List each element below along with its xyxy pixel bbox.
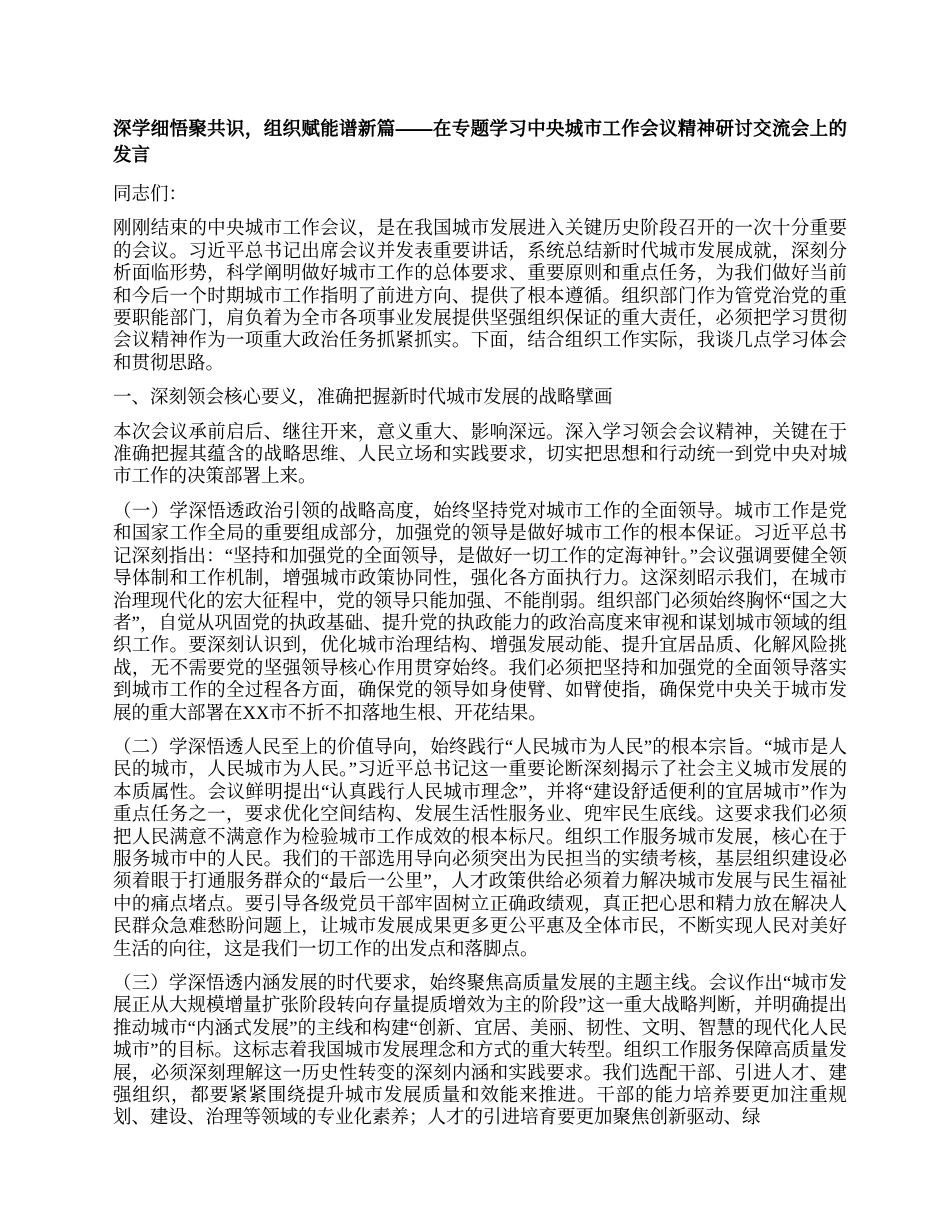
paragraph-section-overview: 本次会议承前启后、继往开来，意义重大、影响深远。深入学习领会会议精神，关键在于准确把握其蕴含的战略思维、人民立场和实践要求，切实把思想和行动统一到党中央对城市工作的决策部署上来。 xyxy=(113,422,847,488)
paragraph-point-2: （二）学深悟透人民至上的价值导向，始终践行“人民城市为人民”的根本宗旨。“城市是人民的城市，人民城市为人民。”习近平总书记这一重要论断深刻揭示了社会主义城市发展的本质属性。会议鲜明提出“认真践行人民城市理念”，并将“建设舒适便利的宜居城市”作为重点任务之一，要求优化空间结构、发展生活性服务业、兜牢民生底线。这要求我们必须把人民满意不满意作为检验城市工作成效的根本标尺。组织工作服务城市发展，核心在于服务城市中的人民。我们的干部选用导向必须突出为民担当的实绩考核，基层组织建设必须着眼于打通服务群众的“最后一公里”，人才政策供给必须着力解决城市发展与民生福祉中的痛点堵点。要引导各级党员干部牢固树立正确政绩观，真正把心思和精力放在解决人民群众急难愁盼问题上，让城市发展成果更多更公平惠及全体市民，不断实现人民对美好生活的向往，这是我们一切工作的出发点和落脚点。 xyxy=(113,737,847,960)
document-title: 深学细悟聚共识，组织赋能谱新篇——在专题学习中央城市工作会议精神研讨交流会上的发言 xyxy=(113,118,847,165)
section-heading-1: 一、深刻领会核心要义，准确把握新时代城市发展的战略擘画 xyxy=(113,388,613,409)
paragraph-point-3-truncated: （三）学深悟透内涵发展的时代要求，始终聚焦高质量发展的主题主线。会议作出“城市发展正从大规模增量扩张阶段转向存量提质增效为主的阶段”这一重大战略判断，并明确提出推动城市“内涵式发展”的主线和构建“创新、宜居、美丽、韧性、文明、智慧的现代化人民城市”的目标。这标志着我国城市发展理念和方式的重大转型。组织工作服务保障高质量发展，必须深刻理解这一历史性转变的深刻内涵和实践要求。我们选配干部、引进人才、建强组织，都要紧紧围绕提升城市发展质量和效能来推进。干部的能力培养要更加注重规划、建设、治理等领域的专业化素养；人才的引进培育要更加聚焦创新驱动、绿 xyxy=(113,974,847,1129)
paragraph-intro: 刚刚结束的中央城市工作会议，是在我国城市发展进入关键历史阶段召开的一次十分重要的会议。习近平总书记出席会议并发表重要讲话，系统总结新时代城市发展成就，深刻分析面临形势，科学阐明做好城市工作的总体要求、重要原则和重点任务，为我们做好当前和今后一个时期城市工作指明了前进方向、提供了根本遵循。组织部门作为管党治党的重要职能部门，肩负着为全市各项事业发展提供坚强组织保证的重大责任，必须把学习贯彻会议精神作为一项重大政治任务抓紧抓实。下面，结合组织工作实际，我谈几点学习体会和贯彻思路。 xyxy=(113,219,847,374)
salutation: 同志们： xyxy=(113,185,188,205)
document-content xyxy=(113,116,847,1142)
paragraph-point-1: （一）学深悟透政治引领的战略高度，始终坚持党对城市工作的全面领导。城市工作是党和国家工作全局的重要组成部分，加强党的领导是做好城市工作的根本保证。习近平总书记深刻指出：“坚持和加强党的全面领导，是做好一切工作的定海神针。”会议强调要健全领导体制和工作机制，增强城市政策协同性，强化各方面执行力。这深刻昭示我们，在城市治理现代化的宏大征程中，党的领导只能加强、不能削弱。组织部门必须始终胸怀“国之大者”，自觉从巩固党的执政基础、提升党的执政能力的政治高度来审视和谋划城市领域的组织工作。要深刻认识到，优化城市治理结构、增强发展动能、提升宜居品质、化解风险挑战，无不需要党的坚强领导核心作用贯穿始终。我们必须把坚持和加强党的全面领导落实到城市工作的全过程各方面，确保党的领导如身使臂、如臂使指，确保党中央关于城市发展的重大部署在XX市不折不扣落地生根、开花结果。 xyxy=(113,501,847,724)
